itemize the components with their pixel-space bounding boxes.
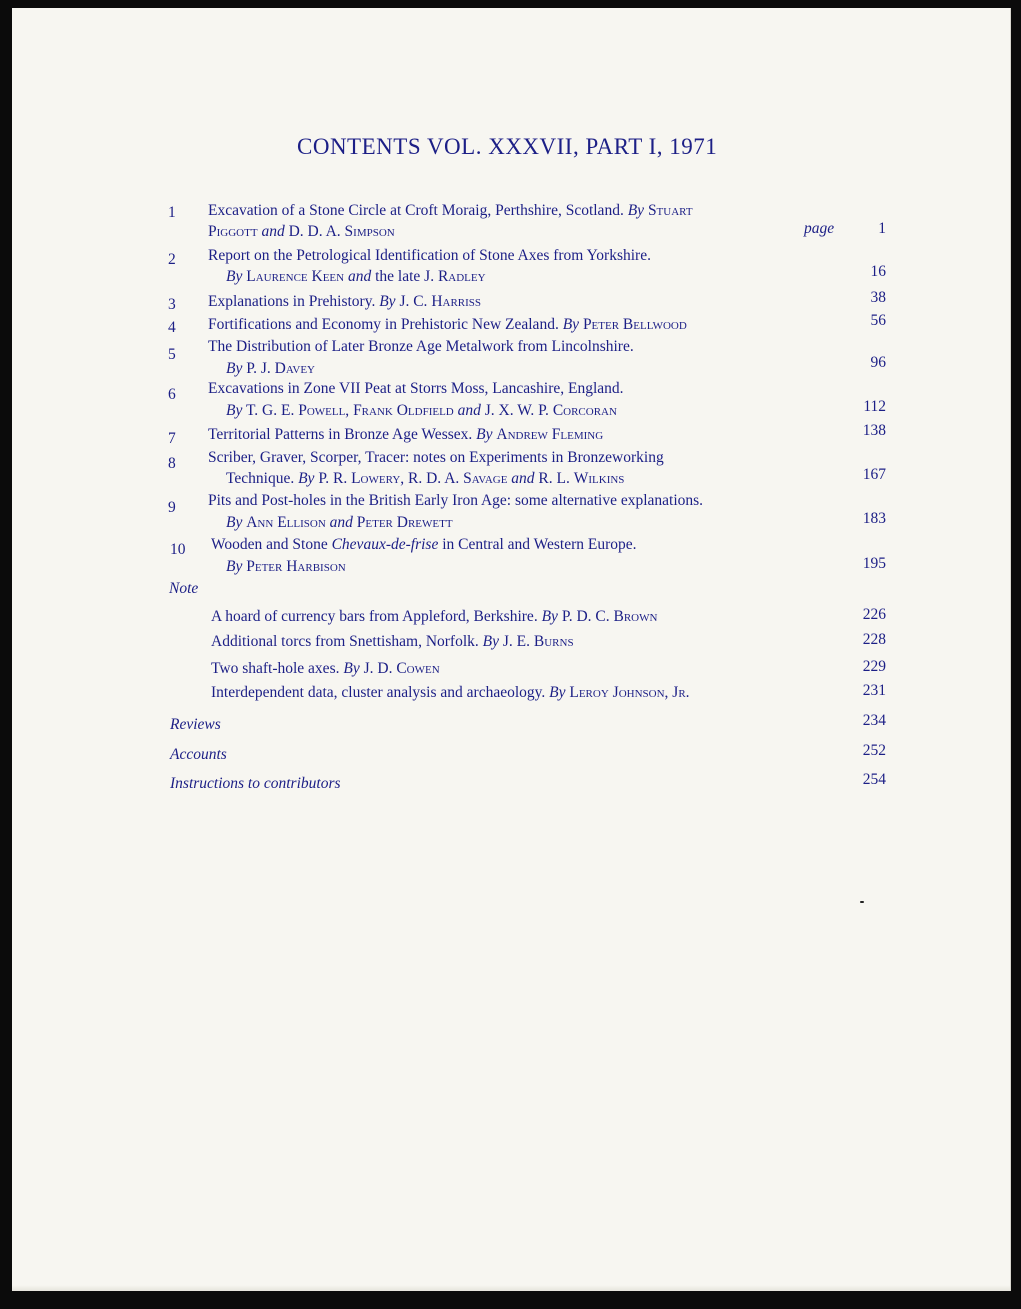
entry-page: 38 — [870, 289, 886, 306]
entry-number: 5 — [168, 346, 176, 363]
entry-page: 96 — [870, 354, 886, 371]
entry-number: 3 — [168, 296, 176, 313]
note-title: Additional torcs from Snettisham, Norfolk. By J. E. Burns — [211, 633, 574, 650]
entry-title: Excavation of a Stone Circle at Croft Moraig, Perthshire, Scotland. By Stuart — [208, 202, 693, 219]
section-label: Accounts — [170, 746, 227, 763]
entry-number: 10 — [170, 541, 186, 558]
note-page: 231 — [862, 682, 886, 699]
entry-page: 167 — [862, 466, 886, 483]
entry-authors: Technique. By P. R. Lowery, R. D. A. Savage and R. L. Wilkins — [226, 470, 625, 487]
note-page: 229 — [862, 658, 886, 675]
entry-page: 112 — [863, 398, 886, 415]
entry-page: 183 — [862, 510, 886, 527]
entry-title: Report on the Petrological Identification of Stone Axes from Yorkshire. — [208, 247, 651, 264]
page-title: CONTENTS VOL. XXXVII, PART I, 1971 — [297, 134, 718, 159]
page-column-label: page — [804, 220, 835, 237]
entry-number: 7 — [168, 430, 176, 447]
entry-title: Territorial Patterns in Bronze Age Wessex. By Andrew Fleming — [208, 426, 604, 443]
entry-number: 1 — [168, 204, 176, 221]
entry-number: 2 — [168, 251, 176, 268]
note-title: Two shaft-hole axes. By J. D. Cowen — [211, 660, 440, 677]
entry-page: 56 — [870, 312, 886, 329]
note-title: A hoard of currency bars from Appleford, Berkshire. By P. D. C. Brown — [211, 608, 658, 625]
entry-title: Fortifications and Economy in Prehistoric New Zealand. By Peter Bellwood — [208, 316, 687, 333]
entry-number: 9 — [168, 499, 176, 516]
entry-page: 16 — [870, 263, 886, 280]
paper-speck — [860, 901, 864, 903]
note-page: 226 — [862, 606, 886, 623]
section-label: Instructions to contributors — [170, 775, 341, 792]
note-page: 228 — [862, 631, 886, 648]
entry-page: 138 — [862, 422, 886, 439]
note-title: Interdependent data, cluster analysis and archaeology. By Leroy Johnson, Jr. — [211, 684, 690, 701]
entry-title: Excavations in Zone VII Peat at Storrs Moss, Lancashire, England. — [208, 380, 624, 397]
entry-authors: By Peter Harbison — [226, 558, 346, 575]
entry-number: 4 — [168, 319, 176, 336]
entry-authors: By Laurence Keen and the late J. Radley — [226, 268, 486, 285]
entry-authors: By P. J. Davey — [226, 360, 315, 377]
entry-title: Explanations in Prehistory. By J. C. Harriss — [208, 293, 482, 310]
note-heading: Note — [169, 580, 199, 597]
page-sheet — [12, 8, 1011, 1291]
section-label: Reviews — [170, 716, 221, 733]
entry-page: 195 — [862, 555, 886, 572]
section-page: 254 — [862, 771, 886, 788]
entry-title: The Distribution of Later Bronze Age Metalwork from Lincolnshire. — [208, 338, 634, 355]
entry-title: Scriber, Graver, Scorper, Tracer: notes on Experiments in Bronzeworking — [208, 449, 664, 466]
entry-number: 6 — [168, 386, 176, 403]
entry-title: Pits and Post-holes in the British Early Iron Age: some alternative explanations. — [208, 492, 704, 509]
section-page: 234 — [862, 712, 886, 729]
entry-authors: By Ann Ellison and Peter Drewett — [226, 514, 453, 531]
entry-title: Wooden and Stone Chevaux-de-frise in Central and Western Europe. — [211, 536, 637, 553]
entry-page: 1 — [878, 220, 886, 237]
entry-authors: Piggott and D. D. A. Simpson — [208, 223, 395, 240]
entry-number: 8 — [168, 455, 176, 472]
section-page: 252 — [862, 742, 886, 759]
entry-authors: By T. G. E. Powell, Frank Oldfield and J. X. W. P. Corcoran — [226, 402, 617, 419]
